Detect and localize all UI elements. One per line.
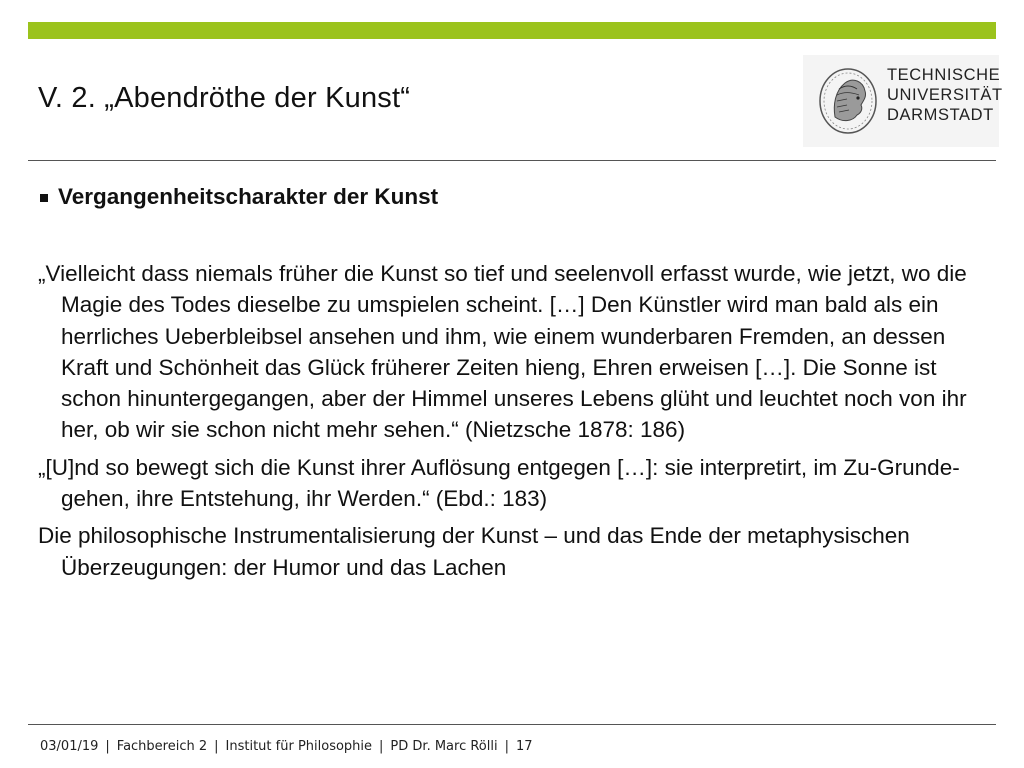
header-divider (28, 160, 996, 161)
footer-date: 03/01/19 (40, 739, 99, 754)
university-logo (803, 55, 1003, 147)
athena-seal-icon (817, 65, 879, 137)
summary-paragraph: Die philosophische Instrumentalisierung der Kunst – und das Ende der metaphysischen Überzeugungen: der Humor und das Lachen (38, 523, 910, 580)
logo-line: DARMSTADT (887, 106, 994, 124)
footer-institute: Institut für Philosophie (225, 739, 373, 754)
footer-author: PD Dr. Marc Rölli (390, 739, 498, 754)
bullet-text: Vergangenheitscharakter der Kunst (58, 184, 439, 209)
footer-divider (28, 724, 996, 725)
slide-footer: 03/01/19 | Fachbereich 2 | Institut für Philosophie | PD Dr. Marc Rölli | 17 (40, 739, 533, 754)
quote-paragraph: „[U]nd so bewegt sich die Kunst ihrer Auflösung entgegen […]: sie interpretirt, im Zu-Grunde-gehen, ihre Entstehung, ihr Werden.“ (Ebd.: 183) (38, 454, 960, 512)
slide-body (38, 258, 998, 583)
slide-title: V. 2. „Abendröthe der Kunst“ (38, 82, 411, 114)
logo-line: UNIVERSITÄT (887, 86, 1003, 104)
footer-department: Fachbereich 2 (116, 739, 208, 754)
logo-wordmark (887, 65, 1003, 125)
accent-bar (28, 22, 996, 39)
logo-line: TECHNISCHE (887, 66, 1001, 84)
bullet-heading (40, 184, 438, 210)
footer-page-number: 17 (515, 739, 533, 754)
quote-paragraph: „Vielleicht dass niemals früher die Kunst so tief und seelenvoll erfasst wurde, wie jetzt, wo die Magie des Todes dieselbe zu umspielen scheint. […] Den Künstler wird man bald als ein herrliches Ueberbleibsel ansehen und ihm, wie einem wunderbaren Fremden, an dessen Kraft und Schönheit das Glück früherer Zeiten hieng, Ehren erweisen […]. Die Sonne ist schon hinuntergegangen, aber der Himmel unseres Lebens glüht und leuchtet noch von ihr her, ob wir sie schon nicht mehr sehen.“ (Nietzsche 1878: 186) (38, 261, 967, 443)
bullet-square-icon (40, 194, 48, 202)
